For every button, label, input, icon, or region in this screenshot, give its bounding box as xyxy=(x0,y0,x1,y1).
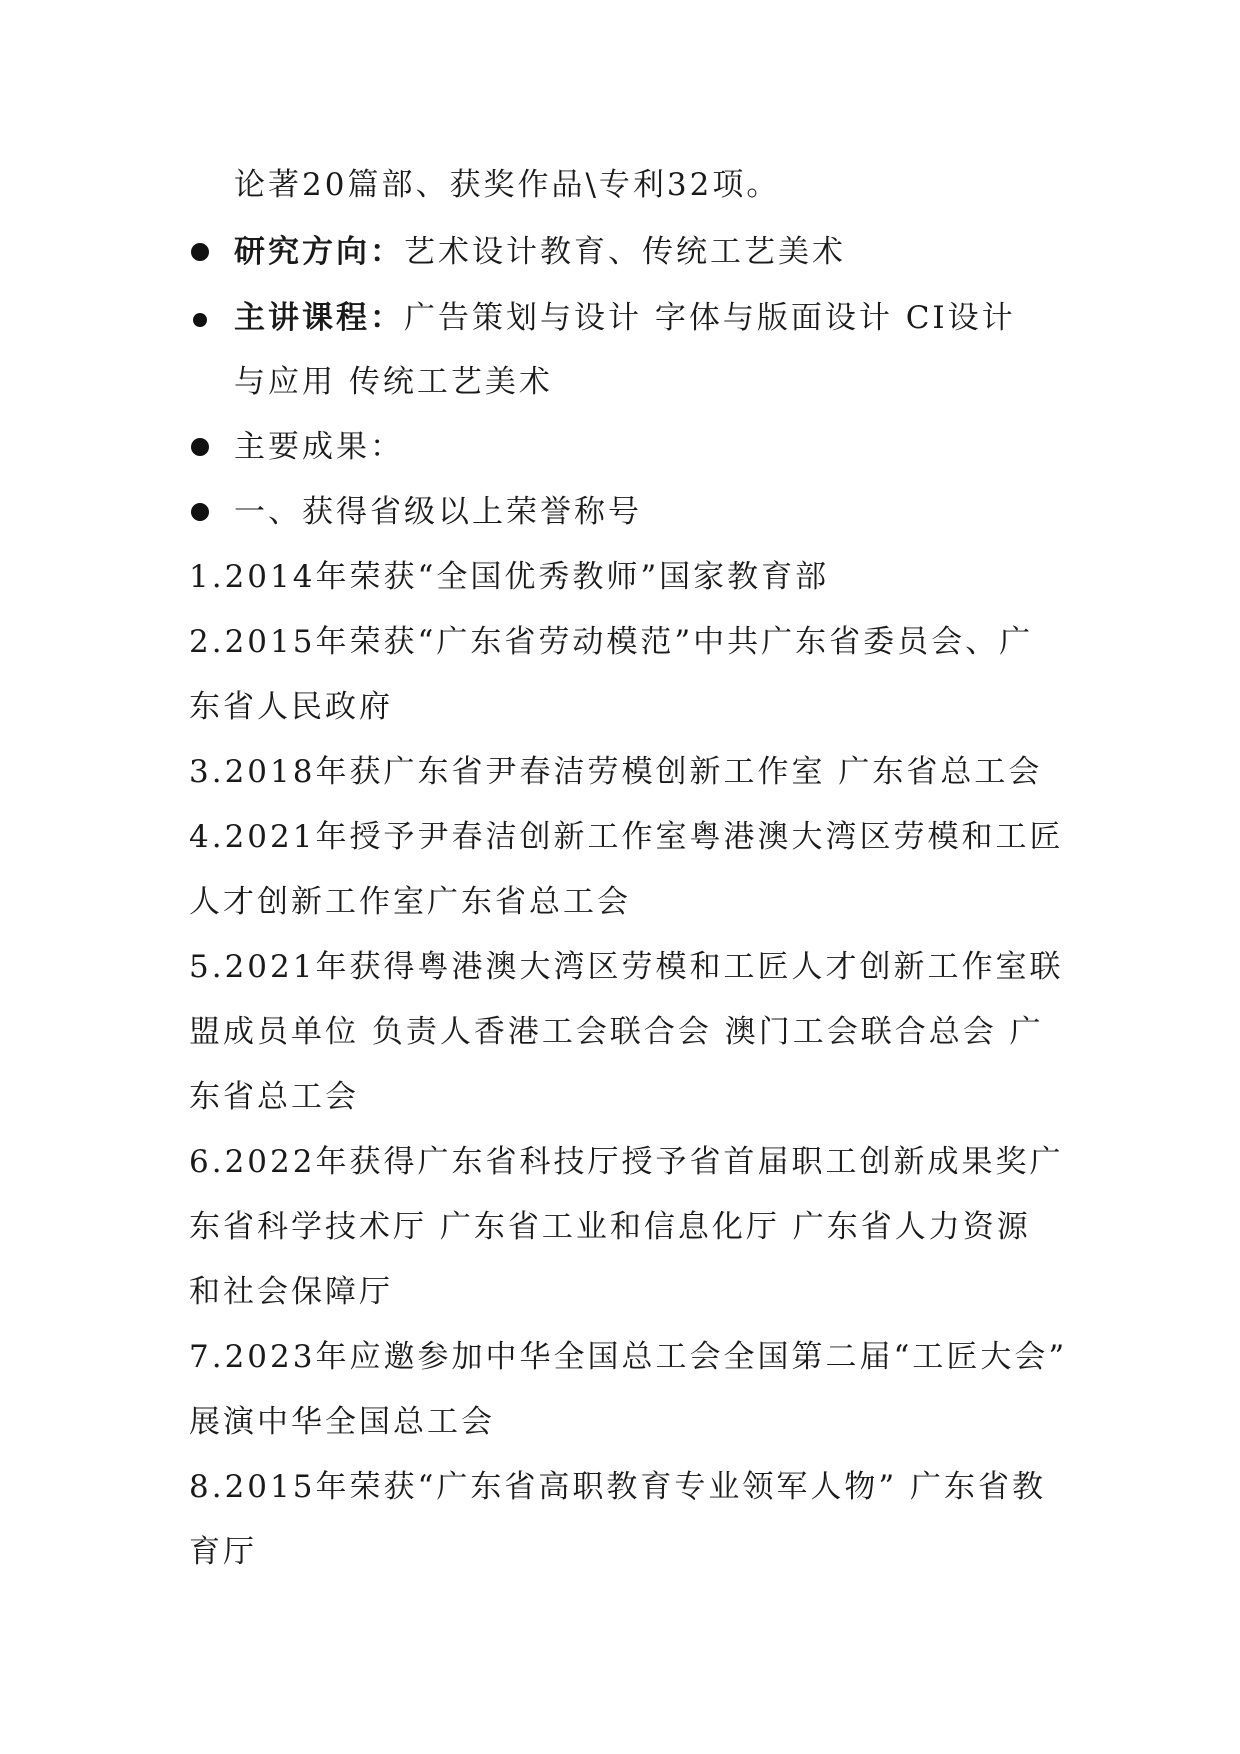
research-direction xyxy=(234,232,846,272)
bullet-icon xyxy=(191,438,209,456)
honor-item-5-line-1: 5.2021年获得粤港澳大湾区劳模和工匠人才创新工作室联 xyxy=(189,949,1064,985)
honor-item-7-line-2: 展演中华全国总工会 xyxy=(189,1404,495,1440)
honor-item-5-line-3: 东省总工会 xyxy=(189,1079,359,1115)
honor-item-5-line-2: 盟成员单位 负责人香港工会联合会 澳门工会联合总会 广 xyxy=(189,1014,1044,1050)
courses-line-1 xyxy=(234,298,1016,338)
honor-item-6-line-3: 和社会保障厅 xyxy=(189,1274,393,1310)
bullet-icon xyxy=(191,503,209,521)
honor-item-6-line-1: 6.2022年获得广东省科技厅授予省首届职工创新成果奖广 xyxy=(189,1144,1064,1180)
honor-item-7-line-1: 7.2023年应邀参加中华全国总工会全国第二届“工匠大会” xyxy=(189,1339,1068,1375)
research-label: 研究方向： xyxy=(234,234,404,270)
courses-line-2: 与应用 传统工艺美术 xyxy=(234,364,553,400)
achievements-heading: 主要成果： xyxy=(234,429,404,465)
honor-item-4-line-2: 人才创新工作室广东省总工会 xyxy=(189,884,631,920)
bullet-icon xyxy=(191,243,209,261)
intro-line: 论著20篇部、获奖作品\专利32项。 xyxy=(234,167,781,203)
honor-item-8-line-2: 育厅 xyxy=(189,1534,257,1570)
courses-value-1: 广告策划与设计 字体与版面设计 CI设计 xyxy=(404,300,1016,336)
courses-label: 主讲课程： xyxy=(234,300,404,336)
honor-item-2-line-1: 2.2015年荣获“广东省劳动模范”中共广东省委员会、广 xyxy=(189,624,1034,660)
research-value: 艺术设计教育、传统工艺美术 xyxy=(404,234,846,270)
honors-heading: 一、获得省级以上荣誉称号 xyxy=(234,494,642,530)
honor-item-4-line-1: 4.2021年授予尹春洁创新工作室粤港澳大湾区劳模和工匠 xyxy=(189,819,1064,855)
honor-item-2-line-2: 东省人民政府 xyxy=(189,689,393,725)
honor-item-6-line-2: 东省科学技术厅 广东省工业和信息化厅 广东省人力资源 xyxy=(189,1209,1031,1245)
honor-item-1-line-1: 1.2014年荣获“全国优秀教师”国家教育部 xyxy=(189,559,830,595)
honor-item-8-line-1: 8.2015年荣获“广东省高职教育专业领军人物” 广东省教 xyxy=(189,1469,1047,1505)
bullet-icon xyxy=(193,313,207,327)
honor-item-3-line-1: 3.2018年获广东省尹春洁劳模创新工作室 广东省总工会 xyxy=(189,754,1043,790)
